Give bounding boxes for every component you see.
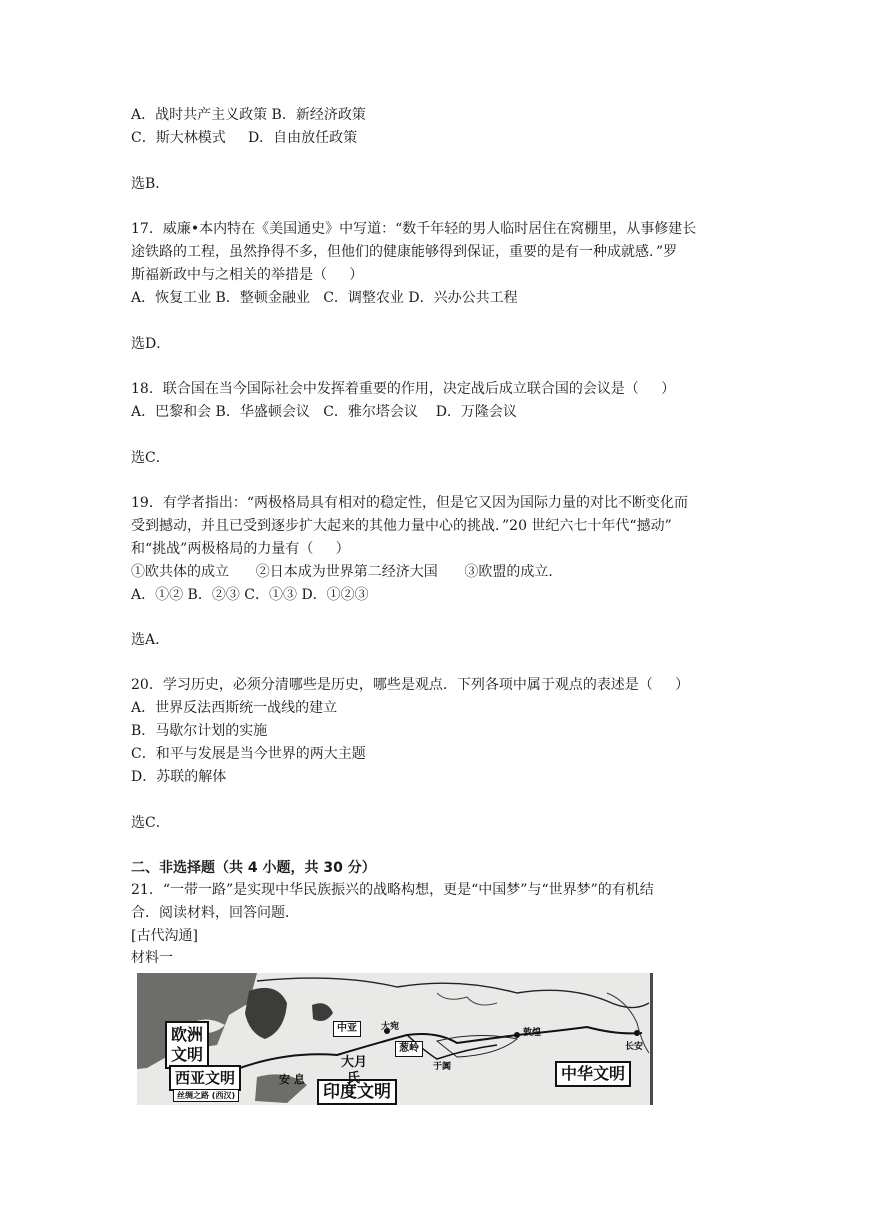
label-dawan: 大宛	[381, 1022, 400, 1032]
section-2-heading: 二、非选择题（共 4 小题，共 30 分）	[131, 860, 376, 876]
label-dayue-2: 氏	[347, 1071, 361, 1086]
label-dayue-1: 大月	[341, 1055, 368, 1070]
q20-stem: 20．学习历史，必须分清哪些是历史，哪些是观点．下列各项中属于观点的表述是（ ）	[131, 677, 690, 693]
silk-road-map	[137, 973, 653, 1105]
q16-answer: 选B．	[131, 176, 170, 192]
label-india-civilization: 印度文明	[317, 1079, 397, 1105]
q20-option-b: B．马歇尔计划的实施	[131, 723, 268, 739]
label-dunhuang: 敦煌	[523, 1028, 542, 1038]
q16-options-line-1: A．战时共产主义政策 B．新经济政策	[131, 107, 366, 123]
q21-subheading: [古代沟通]	[131, 928, 198, 944]
label-europe-civilization	[165, 1021, 209, 1069]
label-congling: 葱岭	[395, 1041, 423, 1057]
q21-stem-line-1: 21．“一带一路”是实现中华民族振兴的战略构想，更是“中国梦”与“世界梦”的有机结	[131, 882, 654, 898]
q21-material-label: 材料一	[131, 950, 173, 966]
q19-statements: ①欧共体的成立 ②日本成为世界第二经济大国 ③欧盟的成立．	[131, 564, 563, 580]
caspian-sea	[245, 988, 287, 1039]
northern-border	[257, 978, 649, 1007]
label-china-civilization: 中华文明	[555, 1061, 631, 1087]
q20-option-a: A．世界反法西斯统一战线的建立	[131, 700, 338, 716]
label-zhongya: 中亚	[333, 1021, 361, 1037]
q18-answer: 选C．	[131, 450, 170, 466]
river-north	[437, 993, 497, 1005]
q16-options-line-2: C．斯大林模式 D．自由放任政策	[131, 130, 358, 146]
label-changan: 长安	[625, 1042, 644, 1052]
label-europe-line-1: 欧洲	[171, 1025, 204, 1044]
label-west-asia-civilization: 西亚文明	[169, 1065, 241, 1091]
q19-stem-line-1: 19．有学者指出：“两极格局具有相对的稳定性，但是它又因为国际力量的对比不断变化而	[131, 495, 688, 511]
q20-option-c: C．和平与发展是当今世界的两大主题	[131, 746, 366, 762]
q17-answer: 选D．	[131, 336, 171, 352]
q17-options: A．恢复工业 B．整顿金融业 C．调整农业 D．兴办公共工程	[131, 290, 518, 306]
label-silk-road-note: (西汉)	[211, 1091, 236, 1100]
label-europe-line-2: 文明	[171, 1045, 204, 1064]
q18-options: A．巴黎和会 B．华盛顿会议 C．雅尔塔会议 D．万隆会议	[131, 404, 517, 420]
label-silk-road-legend	[173, 1089, 239, 1102]
q17-stem-line-3: 斯福新政中与之相关的举措是（ ）	[131, 267, 364, 283]
q17-stem-line-1: 17．威廉•本内特在《美国通史》中写道：“数千年轻的男人临时居住在窝棚里，从事修建长	[131, 221, 697, 237]
label-anxi: 安 息	[279, 1073, 305, 1086]
q20-answer: 选C．	[131, 815, 170, 831]
q19-stem-line-3: 和“挑战”两极格局的力量有（ ）	[131, 541, 350, 557]
label-yutian: 于阗	[433, 1062, 452, 1072]
q21-stem-line-2: 合．阅读材料，回答问题．	[131, 905, 299, 921]
q18-stem: 18．联合国在当今国际社会中发挥着重要的作用，决定战后成立联合国的会议是（ ）	[131, 381, 676, 397]
aral-sea	[312, 1003, 333, 1021]
q19-options: A．①② B．②③ C．①③ D．①②③	[131, 587, 369, 603]
label-silk-road: 丝绸之路	[177, 1091, 209, 1100]
q17-stem-line-2: 途铁路的工程，虽然挣得不多，但他们的健康能够得到保证，重要的是有一种成就感．”罗	[131, 244, 678, 260]
q19-stem-line-2: 受到撼动，并且已受到逐步扩大起来的其他力量中心的挑战．”20 世纪六七十年代“撼动”	[131, 518, 672, 534]
city-dunhuang	[514, 1032, 520, 1038]
tarim-basin	[437, 1035, 517, 1057]
q20-option-d: D．苏联的解体	[131, 769, 227, 785]
q19-answer: 选A．	[131, 632, 170, 648]
